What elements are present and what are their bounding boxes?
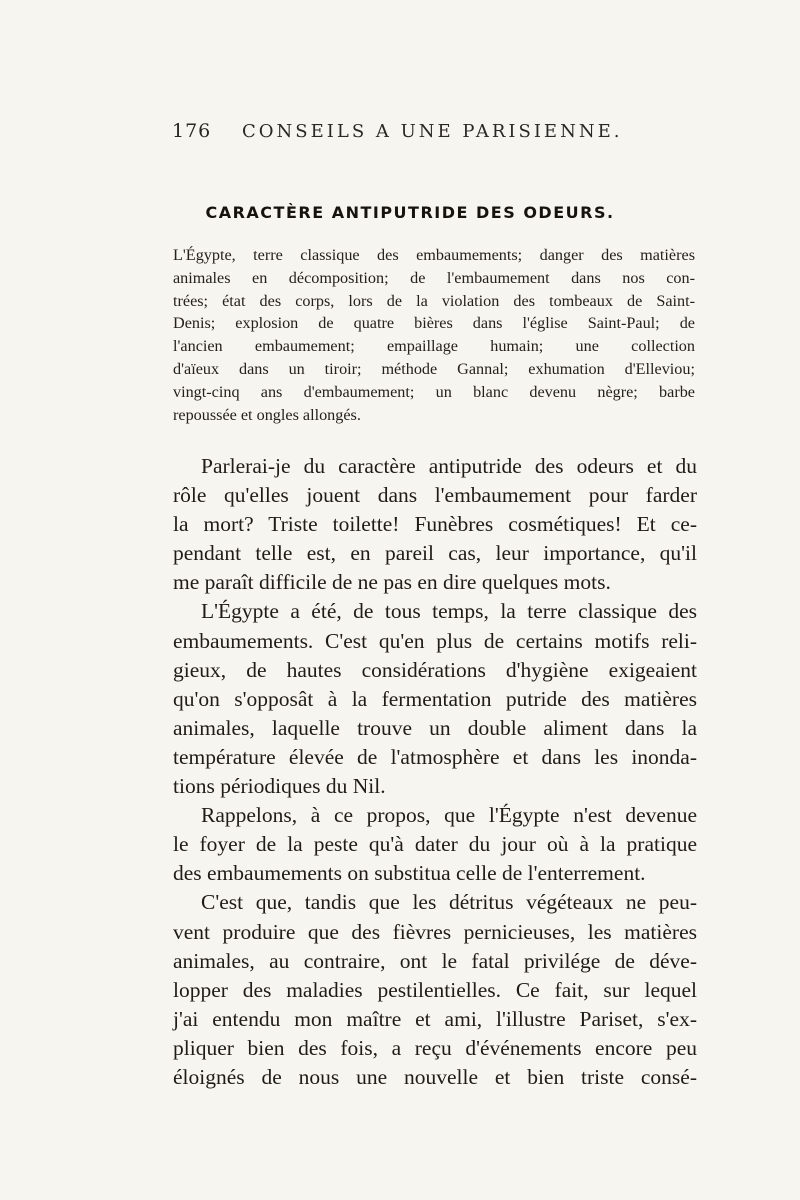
body-line: animales, au contraire, ont le fatal privilége de déve- <box>173 948 697 973</box>
body-line: la mort? Triste toilette! Funèbres cosmétiques! Et ce- <box>173 512 697 537</box>
body-line: j'ai entendu mon maître et ami, l'illustre Pariset, s'ex- <box>173 1006 697 1031</box>
body-line: pendant telle est, en pareil cas, leur importance, qu'il <box>173 541 697 566</box>
body-line: pliquer bien des fois, a reçu d'événements encore peu <box>173 1035 697 1060</box>
chapter-summary <box>173 244 695 426</box>
running-title: CONSEILS A UNE PARISIENNE. <box>242 121 623 142</box>
body-line: qu'on s'opposât à la fermentation putride des matières <box>173 686 697 711</box>
body-text <box>173 452 697 1092</box>
body-line: éloignés de nous une nouvelle et bien triste consé- <box>173 1064 697 1089</box>
body-line: lopper des maladies pestilentielles. Ce fait, sur lequel <box>173 977 697 1002</box>
summary-line: l'ancien embaumement; empaillage humain; une collection <box>173 337 695 356</box>
section-title: CARACTÈRE ANTIPUTRIDE DES ODEURS. <box>205 203 615 222</box>
body-line: rôle qu'elles jouent dans l'embaumement pour farder <box>173 483 697 508</box>
running-head <box>172 120 623 142</box>
body-line: gieux, de hautes considérations d'hygiène exigeaient <box>173 657 697 682</box>
summary-line: d'aïeux dans un tiroir; méthode Gannal; exhumation d'Elleviou; <box>173 359 695 378</box>
body-line: animales, laquelle trouve un double aliment dans la <box>173 715 697 740</box>
body-line: température élevée de l'atmosphère et dans les inonda- <box>173 744 697 769</box>
body-line: Parlerai-je du caractère antiputride des odeurs et du <box>201 454 697 478</box>
body-line: vent produire que des fièvres pernicieuses, les matières <box>173 919 697 944</box>
body-line: tions périodiques du Nil. <box>173 774 386 799</box>
summary-line: repoussée et ongles allongés. <box>173 405 361 424</box>
body-line: me paraît difficile de ne pas en dire quelques mots. <box>173 570 611 595</box>
summary-line: vingt-cinq ans d'embaumement; un blanc devenu nègre; barbe <box>173 382 695 401</box>
body-line: C'est que, tandis que les détritus végéteaux ne peu- <box>201 890 697 915</box>
summary-line: animales en décomposition; de l'embaumement dans nos con- <box>173 268 695 287</box>
body-line: L'Égypte a été, de tous temps, la terre classique des <box>201 599 697 624</box>
body-line: le foyer de la peste qu'à dater du jour où à la pratique <box>173 832 697 857</box>
body-line: des embaumements on substitua celle de l'enterrement. <box>173 861 646 886</box>
summary-line: Denis; explosion de quatre bières dans l'église Saint-Paul; de <box>173 314 695 333</box>
summary-line: trées; état des corps, lors de la violation des tombeaux de Saint- <box>173 291 695 310</box>
page-number: 176 <box>172 120 212 142</box>
summary-line: L'Égypte, terre classique des embaumements; danger des matières <box>173 246 695 264</box>
body-line: Rappelons, à ce propos, que l'Égypte n'est devenue <box>201 803 697 828</box>
body-line: embaumements. C'est qu'en plus de certains motifs reli- <box>173 628 697 653</box>
